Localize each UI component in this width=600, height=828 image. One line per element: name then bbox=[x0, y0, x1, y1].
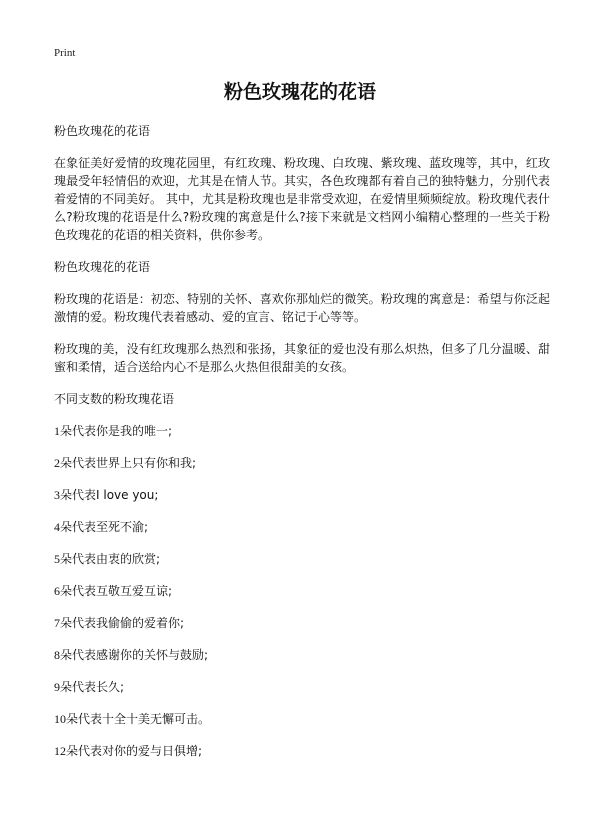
document-body bbox=[54, 122, 550, 774]
list-item-text: 朵代表十全十美无懈可击。 bbox=[66, 712, 211, 726]
list-item-text: 朵代表至死不渝; bbox=[60, 520, 149, 534]
list-item bbox=[54, 646, 550, 664]
list-item-number: 3 bbox=[54, 488, 60, 502]
intro-paragraph: 在象征美好爱情的玫瑰花园里，有红玫瑰、粉玫瑰、白玫瑰、紫玫瑰、蓝玫瑰等，其中，红玫瑰最受年轻情侣的欢迎，尤其是在情人节。其实，各色玫瑰都有着自己的独特魅力，分别代表着爱情的不同美好。 其中，尤其是粉玫瑰也是非常受欢迎，在爱情里频频绽放。粉玫瑰代表什么?粉玫瑰的花语是什么?粉玫瑰的寓意是什么?接下来就是文档网小编精心整理的一些关于粉色玫瑰花的花语的相关资料，供你参考。 bbox=[54, 156, 550, 242]
meaning-paragraph: 粉玫瑰的花语是：初恋、特别的关怀、喜欢你那灿烂的微笑。粉玫瑰的寓意是：希望与你泛起激情的爱。粉玫瑰代表着感动、爱的宣言、铭记于心等等。 bbox=[54, 292, 550, 324]
document-title: 粉色玫瑰花的花语 bbox=[223, 81, 376, 103]
list-item-number: 8 bbox=[54, 648, 60, 662]
list-item-number: 4 bbox=[54, 520, 60, 534]
list-item bbox=[54, 454, 550, 472]
section-heading: 不同支数的粉玫瑰花语 bbox=[54, 392, 175, 406]
list-item-text: 朵代表长久; bbox=[60, 680, 125, 694]
list-item-text: 朵代表I love you; bbox=[60, 488, 159, 502]
list-item-number: 9 bbox=[54, 680, 60, 694]
list-item bbox=[54, 550, 550, 568]
list-item bbox=[54, 678, 550, 696]
list-item bbox=[54, 614, 550, 632]
list-item bbox=[54, 582, 550, 600]
list-item-number: 7 bbox=[54, 616, 60, 630]
list-item-text: 朵代表我偷偷的爱着你; bbox=[60, 616, 185, 630]
list-item-number: 10 bbox=[54, 712, 66, 726]
print-link[interactable]: Print bbox=[54, 47, 76, 59]
list-item bbox=[54, 422, 550, 440]
list-item-text: 朵代表对你的爱与日俱增; bbox=[66, 744, 203, 758]
list-item-text: 朵代表世界上只有你和我; bbox=[60, 456, 197, 470]
list-item bbox=[54, 710, 550, 728]
list-item-text: 朵代表互敬互爱互谅; bbox=[60, 584, 173, 598]
list-item-number: 6 bbox=[54, 584, 60, 598]
list-item bbox=[54, 486, 550, 504]
list-item bbox=[54, 518, 550, 536]
list-item-number: 12 bbox=[54, 744, 66, 758]
description-paragraph: 粉玫瑰的美，没有红玫瑰那么热烈和张扬，其象征的爱也没有那么炽热，但多了几分温暖、甜蜜和柔情，适合送给内心不是那么火热但很甜美的女孩。 bbox=[54, 342, 550, 374]
list-item-number: 2 bbox=[54, 456, 60, 470]
section-heading: 粉色玫瑰花的花语 bbox=[54, 260, 151, 274]
list-item bbox=[54, 742, 550, 760]
list-item-number: 1 bbox=[54, 424, 60, 438]
list-item-number: 5 bbox=[54, 552, 60, 566]
section-heading: 粉色玫瑰花的花语 bbox=[54, 124, 151, 138]
list-item-text: 朵代表由衷的欣赏; bbox=[60, 552, 161, 566]
list-item-text: 朵代表你是我的唯一; bbox=[60, 424, 173, 438]
list-item-text: 朵代表感谢你的关怀与鼓励; bbox=[60, 648, 209, 662]
